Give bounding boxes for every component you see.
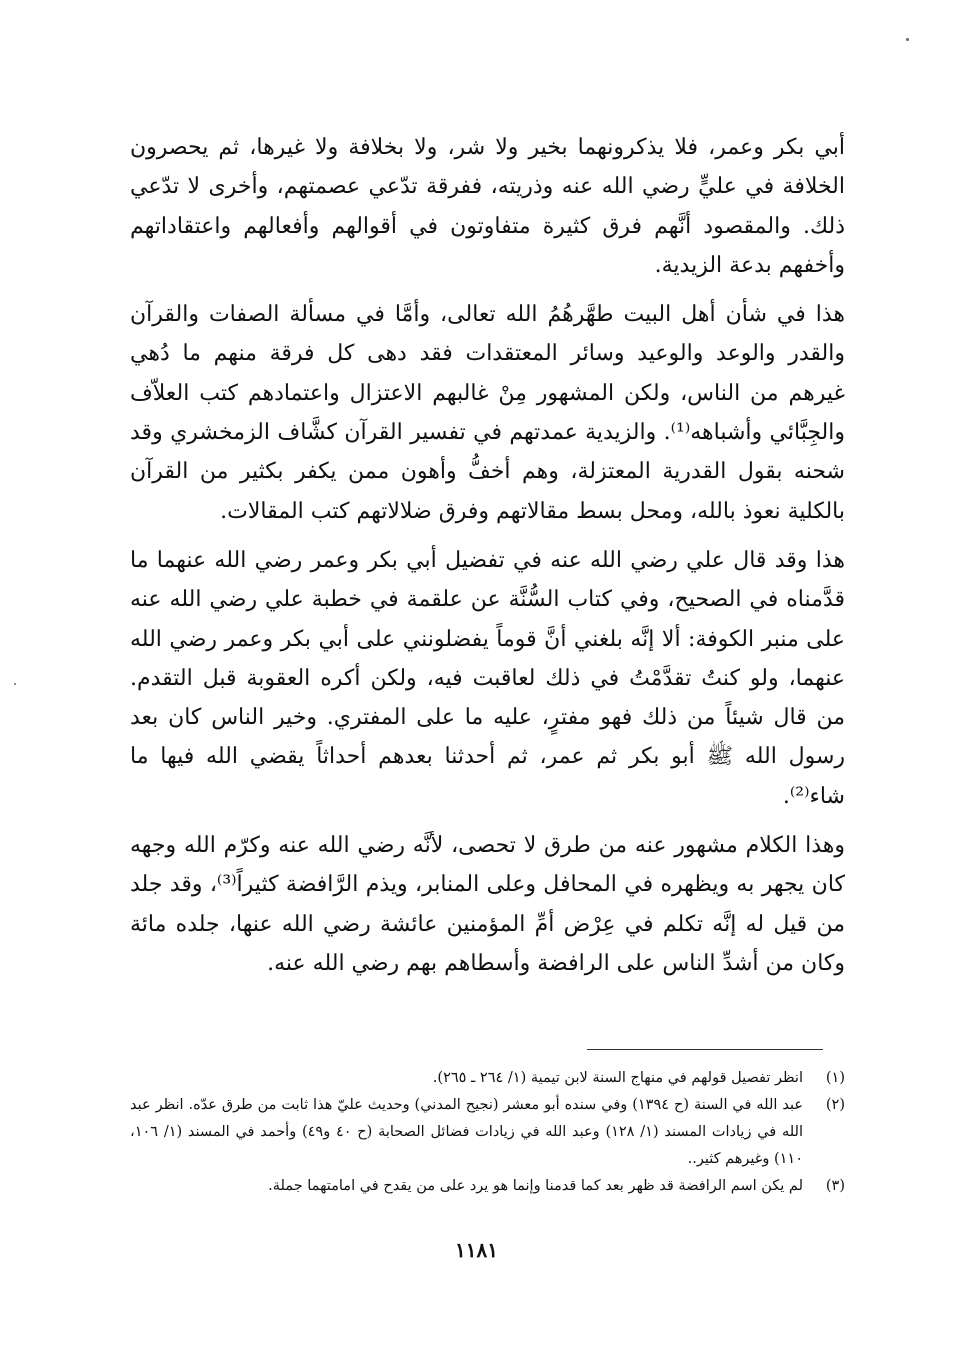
footnote-number: (٣): [825, 1178, 845, 1194]
footnote-text: انظر تفصيل قولهم في منهاج السنة لابن تيمية (١/ ٢٦٤ ـ ٢٦٥).: [432, 1070, 803, 1086]
footnote-number: (١): [825, 1070, 845, 1086]
footnote: [130, 1173, 845, 1200]
scan-speck: [906, 38, 909, 41]
footnotes: [130, 1065, 845, 1200]
page-number: ١١٨١: [455, 1238, 498, 1262]
footnote-text: لم يكن اسم الرافضة قد ظهر بعد كما قدمنا وإنما هو يرد على من يقدح في امامتهما جملة.: [268, 1178, 803, 1194]
footnote-text: عبد الله في السنة (ح ١٣٩٤) وفي سنده أبو معشر (نجيح المدني) وحديث عليّ هذا ثابت من طرق عدّه. انظر عبد الله في زيادات المسند (١/ ١٢٨) وعبد الله في زيادات فضائل الصحابة (ح ٤٠ و٤٩) وأحمد في المسند (١/ ١٠٦، ١١٠) وغيرهم كثير..: [130, 1097, 804, 1167]
paragraph: هذا في شأن أهل البيت طهَّرهُمُ الله تعالى، وأمَّا في مسألة الصفات والقرآن والقدر والوعد والوعيد وسائر المعتقدات فقد دهى كل فرقة منهم ما دُهي غيرهم من الناس، ولكن المشهور مِنْ غالبهم الاعتزال واعتمادهم كتب العلاّف والجِبَّائي وأشباهه⁽¹⁾. والزيدية عمدتهم في تفسير القرآن كشَّاف الزمخشري وقد شحنه بقول القدرية المعتزلة، وهم أخفُّ وأهون ممن يكفر بكثير من القرآن بالكلية نعوذ بالله، ومحل بسط مقالاتهم وفرق ضلالاتهم كتب المقالات.: [130, 302, 845, 524]
paragraph: وهذا الكلام مشهور عنه من طرق لا تحصى، لأنَّه رضي الله عنه وكرّم الله وجهه كان يجهر به ويظهره في المحافل وعلى المنابر، ويذم الرَّافضة كثيراً⁽³⁾، وقد جلد من قيل له إنَّه تكلم في عِرْض أمِّ المؤمنين عائشة رضي الله عنها، جلده مائة وكان من أشدِّ الناس على الرافضة وأسطاهم بهم رضي الله عنه.: [130, 833, 845, 976]
paragraph: أبي بكر وعمر، فلا يذكرونهما بخير ولا شر، ولا بخلافة ولا غيرها، ثم يحصرون الخلافة في عليٍّ رضي الله عنه وذريته، ففرقة تدّعي عصمتهم، وأخرى لا تدّعي ذلك. والمقصود أنَّهم فرق كثيرة متفاوتون في أقوالهم وأفعالهم واعتقاداتهم وأخفهم بدعة الزيدية.: [130, 135, 845, 278]
footnote: [130, 1065, 845, 1092]
footnote-number: (٢): [825, 1097, 845, 1113]
scan-speck: [14, 683, 16, 685]
main-text: [130, 128, 845, 983]
paragraph: هذا وقد قال علي رضي الله عنه في تفضيل أبي بكر وعمر رضي الله عنهما ما قدَّمناه في الصحيح، وفي كتاب السُّنَّة عن علقمة في خطبة علي رضي الله عنه على منبر الكوفة: ألا إنَّه بلغني أنَّ قوماً يفضلونني على أبي بكر وعمر رضي الله عنهما، ولو كنتُ تقدَّمْتُ في ذلك لعاقبت فيه، ولكن أكره العقوبة قبل التقدم. من قال شيئاً من ذلك فهو مفترٍ، عليه ما على المفتري. وخير الناس كان بعد رسول الله ﷺ أبو بكر ثم عمر، ثم أحدثنا بعدهم أحداثاً يقضي الله فيها ما شاء⁽²⁾.: [130, 547, 845, 809]
footnote-separator: [587, 1049, 823, 1050]
footnote: [130, 1092, 845, 1173]
